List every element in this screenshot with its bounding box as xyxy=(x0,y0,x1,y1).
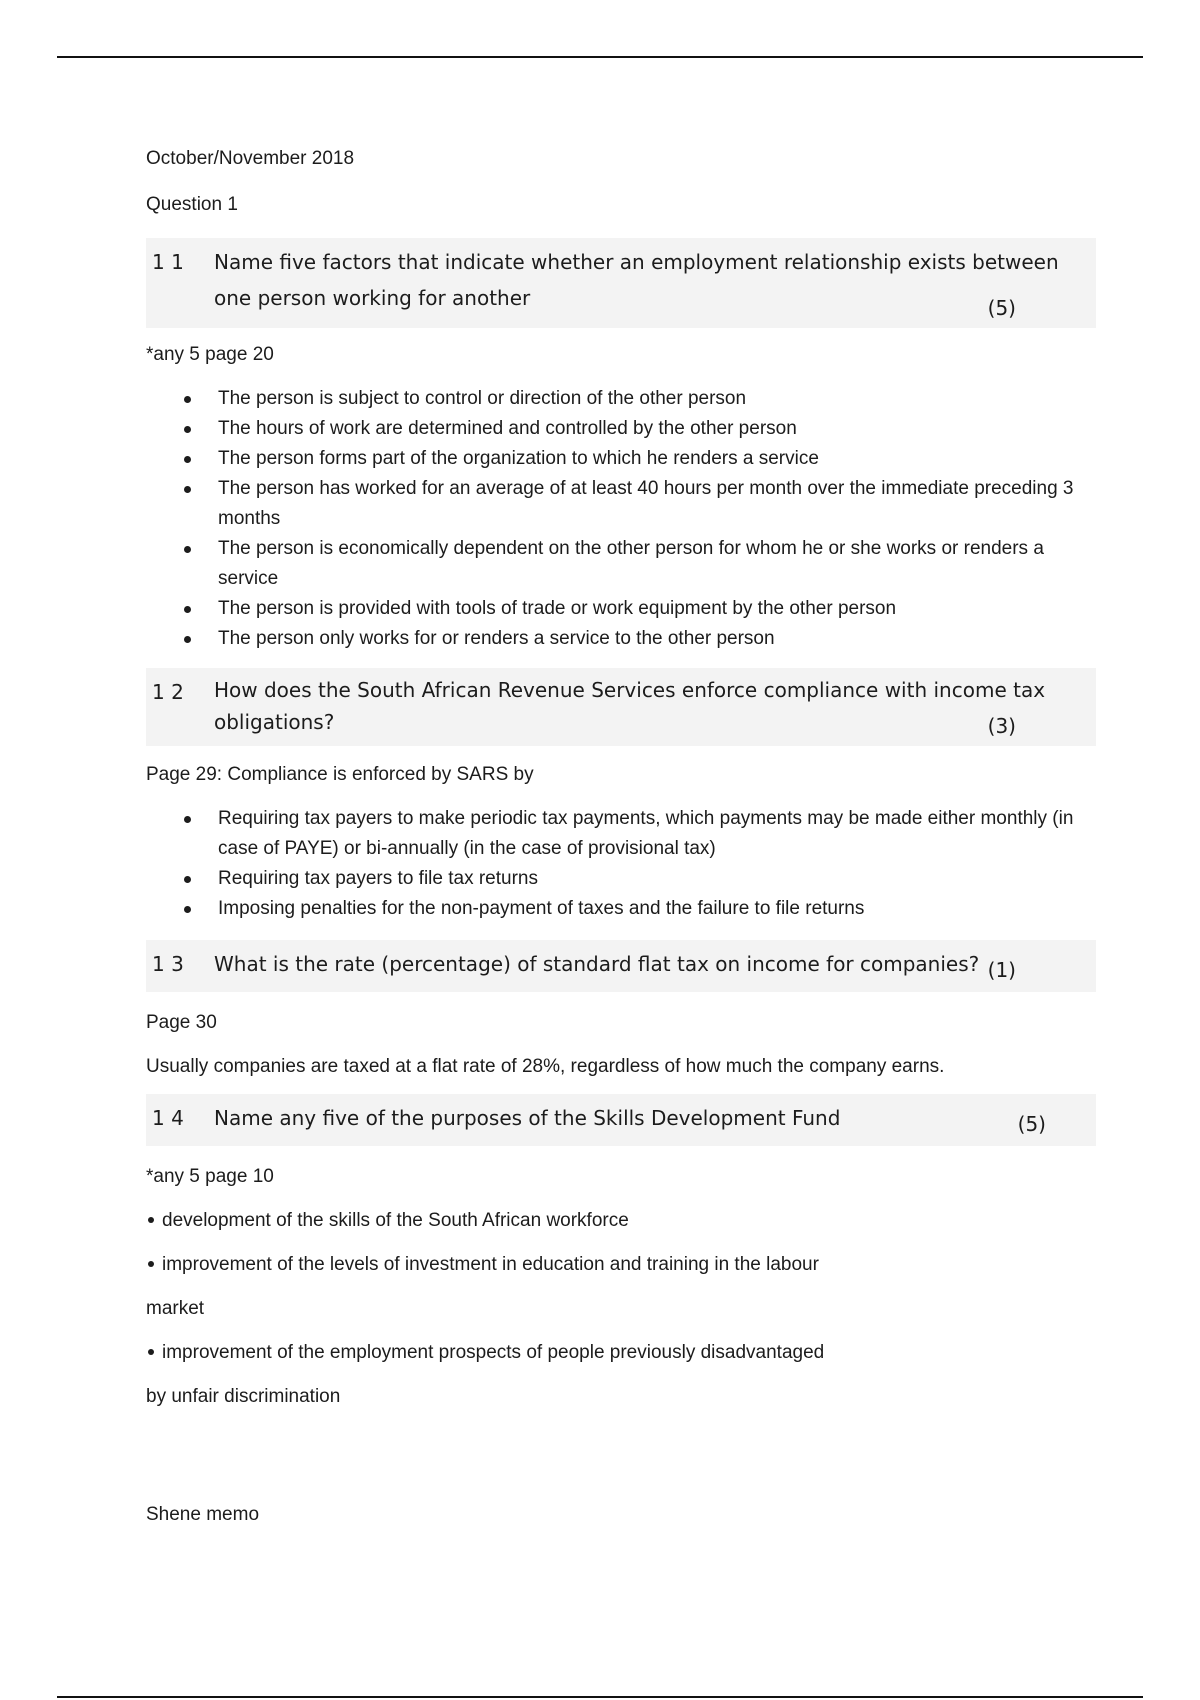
question-marks: (5) xyxy=(987,296,1016,320)
list-item: The person only works for or renders a service to the other person xyxy=(184,624,1086,654)
question-marks: (5) xyxy=(1017,1112,1046,1136)
list-item-continuation: market xyxy=(146,1298,205,1319)
list-item: Imposing penalties for the non-payment of taxes and the failure to file returns xyxy=(184,894,1086,924)
top-rule xyxy=(57,56,1143,58)
list-item: improvement of the employment prospects of people previously disadvantaged xyxy=(146,1340,1086,1366)
question-number: 1 3 xyxy=(152,952,184,976)
question-number: 1 2 xyxy=(152,680,184,704)
question-text: Name any five of the purposes of the Skills Development Fund xyxy=(214,1106,841,1130)
answer-list-1-1 xyxy=(146,384,1086,654)
question-number: 1 4 xyxy=(152,1106,184,1130)
bullet-icon xyxy=(148,1217,154,1223)
list-item: Requiring tax payers to make periodic tax payments, which payments may be made either monthly (in case of PAYE) or bi-annually (in the case of provisional tax) xyxy=(184,804,1086,864)
question-1-4 xyxy=(146,1094,1096,1146)
question-1-3 xyxy=(146,940,1096,992)
bullet-icon xyxy=(148,1349,154,1355)
answer-note: Page 29: Compliance is enforced by SARS by xyxy=(146,764,534,785)
list-item: The hours of work are determined and controlled by the other person xyxy=(184,414,1086,444)
answer-note: *any 5 page 20 xyxy=(146,344,274,365)
question-1-2 xyxy=(146,668,1096,746)
list-item: The person is economically dependent on the other person for whom he or she works or renders a service xyxy=(184,534,1086,594)
list-item: The person has worked for an average of at least 40 hours per month over the immediate preceding 3 months xyxy=(184,474,1086,534)
list-item: The person is subject to control or direction of the other person xyxy=(184,384,1086,414)
question-marks: (1) xyxy=(987,958,1016,982)
question-heading: Question 1 xyxy=(146,194,238,215)
question-1-1 xyxy=(146,238,1096,328)
question-text: What is the rate (percentage) of standard flat tax on income for companies? xyxy=(214,952,980,976)
question-text: How does the South African Revenue Services enforce compliance with income tax obligations? xyxy=(214,678,1046,734)
list-item: The person is provided with tools of trade or work equipment by the other person xyxy=(184,594,1086,624)
answer-note: Page 30 xyxy=(146,1012,217,1033)
document-body xyxy=(146,146,1086,1528)
list-item: development of the skills of the South African workforce xyxy=(146,1208,1086,1234)
bullet-icon xyxy=(148,1261,154,1267)
answer-list-1-2 xyxy=(146,804,1086,924)
list-item: Requiring tax payers to file tax returns xyxy=(184,864,1086,894)
question-number: 1 1 xyxy=(152,250,184,274)
bottom-rule xyxy=(57,1696,1143,1698)
answer-text: Usually companies are taxed at a flat rate of 28%, regardless of how much the company earns. xyxy=(146,1056,945,1077)
answer-note: *any 5 page 10 xyxy=(146,1166,274,1187)
list-item-continuation: by unfair discrimination xyxy=(146,1386,341,1407)
question-marks: (3) xyxy=(987,714,1016,738)
exam-date: October/November 2018 xyxy=(146,148,355,169)
list-item: improvement of the levels of investment in education and training in the labour xyxy=(146,1252,1086,1278)
question-text: Name five factors that indicate whether an employment relationship exists between one person working for another xyxy=(214,250,1059,310)
list-item: The person forms part of the organization to which he renders a service xyxy=(184,444,1086,474)
footer-note: Shene memo xyxy=(146,1504,260,1525)
